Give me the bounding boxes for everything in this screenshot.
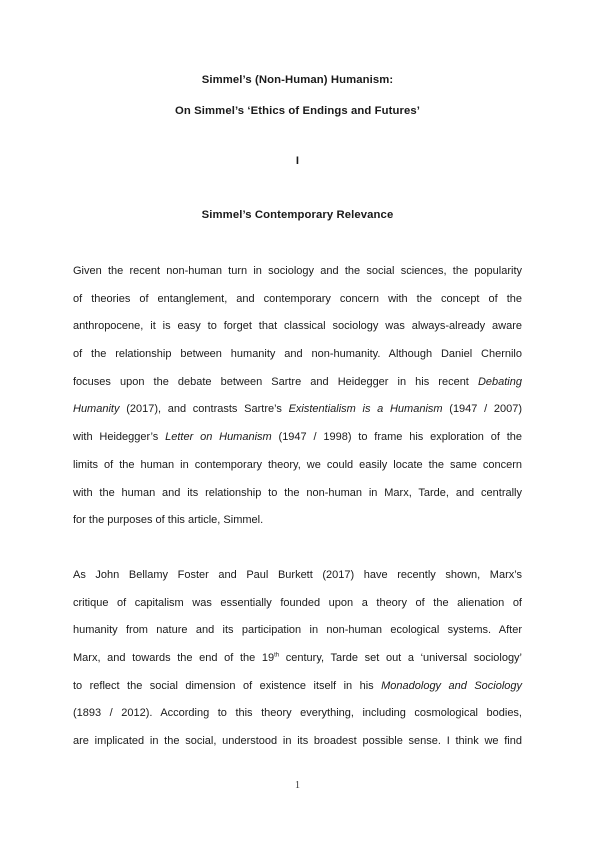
section-heading: Simmel’s Contemporary Relevance: [201, 209, 394, 221]
text-run: focuses upon the debate between Sartre and Heidegger in his recent: [73, 375, 469, 388]
body-paragraph-2: [73, 562, 522, 756]
book-title: Humanity: [73, 403, 120, 416]
page-number: 1: [295, 780, 300, 791]
text-run: century, Tarde set out a ‘universal sociology’: [285, 652, 523, 665]
text-run: (1947 / 1998) to frame his exploration of the: [278, 431, 523, 444]
paragraph-line: [73, 645, 522, 673]
book-title: Monadology and Sociology: [381, 679, 523, 692]
paragraph-line: anthropocene, it is easy to forget that classical sociology was always-already aware: [73, 320, 522, 333]
text-run: (1947 / 2007): [449, 403, 523, 416]
text-run: Marx, and towards the end of the 19: [73, 652, 275, 665]
paragraph-line: are implicated in the social, understood in its broadest possible sense. I think we find: [73, 735, 522, 748]
body-paragraph-1: [73, 258, 522, 535]
section-numeral: I: [295, 155, 300, 167]
paragraph-line: limits of the human in contemporary theory, we could easily locate the same concern: [73, 458, 522, 471]
book-title: Letter on Humanism: [165, 431, 272, 444]
text-run: to reflect the social dimension of existence itself in his: [73, 679, 374, 692]
paragraph-line: (1893 / 2012). According to this theory everything, including cosmological bodies,: [73, 707, 522, 720]
paragraph-line: Given the recent non-human turn in sociology and the social sciences, the popularity: [73, 265, 522, 277]
text-run: with Heidegger’s: [73, 431, 159, 444]
book-title: Debating: [477, 375, 522, 388]
document-title-line-1: Simmel’s (Non-Human) Humanism:: [201, 74, 394, 86]
paragraph-line: of the relationship between humanity and non-humanity. Although Daniel Chernilo: [73, 348, 522, 361]
paragraph-line: for the purposes of this article, Simmel.: [73, 514, 264, 527]
superscript: th: [274, 652, 280, 659]
paragraph-line: critique of capitalism was essentially founded upon a theory of the alienation of: [73, 596, 522, 609]
paragraph-line: As John Bellamy Foster and Paul Burkett (2017) have recently shown, Marx’s: [73, 569, 522, 581]
paragraph-line: of theories of entanglement, and contemporary concern with the concept of the: [73, 292, 522, 305]
paragraph-line: humanity from nature and its participation in non-human ecological systems. After: [73, 624, 522, 637]
paragraph-line: [73, 424, 522, 452]
paragraph-line: [73, 673, 522, 701]
paragraph-line: [73, 369, 522, 397]
paragraph-line: with the human and its relationship to the non-human in Marx, Tarde, and centrally: [73, 486, 522, 499]
paragraph-line: [73, 396, 522, 424]
text-run: (2017), and contrasts Sartre’s: [126, 403, 282, 416]
book-title: Existentialism is a Humanism: [288, 403, 443, 416]
document-subtitle: On Simmel’s ‘Ethics of Endings and Futures’: [175, 105, 420, 117]
